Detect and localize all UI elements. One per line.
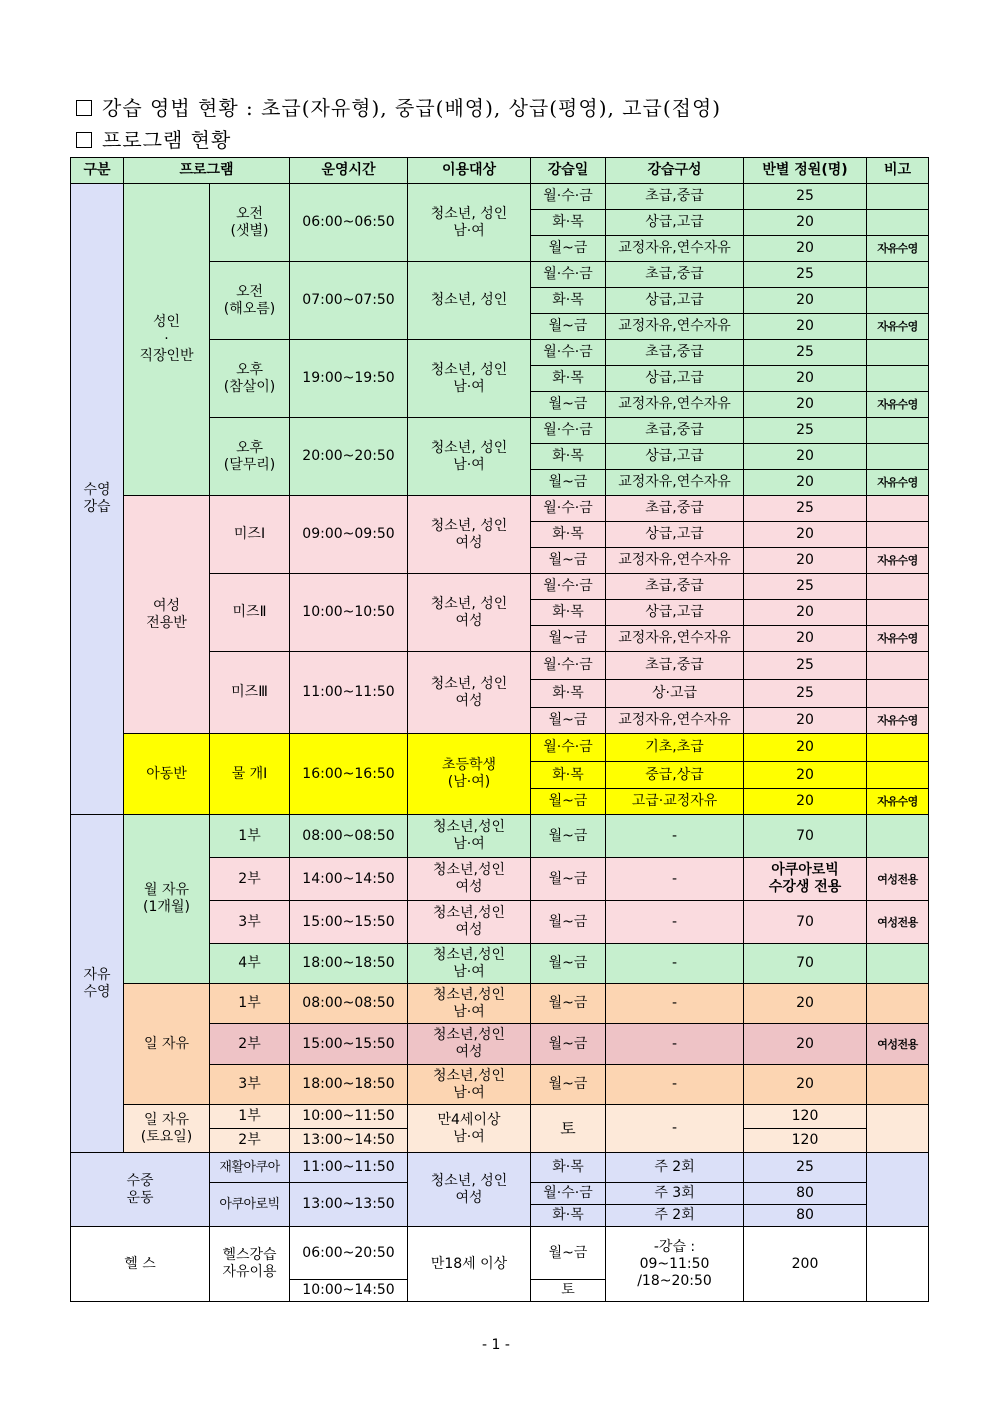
- note: [867, 340, 929, 366]
- program-time: 06:00~06:50: [290, 184, 408, 262]
- lesson-composition: -: [606, 1105, 744, 1153]
- program-target: 청소년,성인 여성: [408, 901, 531, 944]
- program-target: 만4세이상 남·여: [408, 1105, 531, 1153]
- note-free-swim: 자유수영: [867, 626, 929, 652]
- col-header: 강습구성: [606, 158, 744, 184]
- note-women-only: 여성전용: [867, 901, 929, 944]
- lesson-day: 화·목: [531, 288, 606, 314]
- program-part: 3부: [210, 1065, 290, 1105]
- lesson-day: 월~금: [531, 314, 606, 340]
- program-target: 청소년, 성인 남·여: [408, 418, 531, 496]
- note: [867, 262, 929, 288]
- program-target: 청소년, 성인 여성: [408, 574, 531, 652]
- capacity: 25: [744, 262, 867, 288]
- lesson-composition: 상·고급: [606, 680, 744, 708]
- lesson-day: 월·수·금: [531, 574, 606, 600]
- capacity: 70: [744, 901, 867, 944]
- lesson-composition: 상급,고급: [606, 366, 744, 392]
- lesson-composition: 기초,초급: [606, 734, 744, 762]
- program-time: 16:00~16:50: [290, 734, 408, 815]
- program-time: 20:00~20:50: [290, 418, 408, 496]
- checkbox-square-icon: [76, 100, 92, 116]
- program-part: 4부: [210, 944, 290, 984]
- program-time: 15:00~15:50: [290, 901, 408, 944]
- lesson-composition: 고급·교정자유: [606, 789, 744, 815]
- program-target: 청소년,성인 여성: [408, 1024, 531, 1065]
- capacity: 25: [744, 496, 867, 522]
- lesson-day: 월~금: [531, 708, 606, 734]
- capacity: 20: [744, 734, 867, 762]
- program-target: 청소년, 성인 여성: [408, 496, 531, 574]
- capacity: 20: [744, 984, 867, 1024]
- capacity: 25: [744, 680, 867, 708]
- table-row: [71, 1153, 929, 1183]
- program-time: 19:00~19:50: [290, 340, 408, 418]
- capacity: 아쿠아로빅 수강생 전용: [744, 858, 867, 901]
- program-target: 청소년, 성인 여성: [408, 652, 531, 734]
- lesson-composition: 교정자유,연수자유: [606, 392, 744, 418]
- program-target: 청소년,성인 여성: [408, 858, 531, 901]
- capacity: 20: [744, 444, 867, 470]
- lesson-composition: 상급,고급: [606, 522, 744, 548]
- note: [867, 496, 929, 522]
- note: [867, 815, 929, 858]
- program-name: 아쿠아로빅: [210, 1183, 290, 1227]
- lesson-composition: -: [606, 944, 744, 984]
- capacity: 20: [744, 600, 867, 626]
- lesson-day: 월~금: [531, 1065, 606, 1105]
- note-free-swim: 자유수영: [867, 708, 929, 734]
- capacity: 120: [744, 1129, 867, 1153]
- capacity: 20: [744, 762, 867, 789]
- capacity: 20: [744, 708, 867, 734]
- note: [867, 762, 929, 789]
- col-header: 이용대상: [408, 158, 531, 184]
- program-name: 미즈Ⅲ: [210, 652, 290, 734]
- table-row: [71, 734, 929, 762]
- note: [867, 574, 929, 600]
- table-row: [71, 815, 929, 858]
- lesson-day: 월~금: [531, 789, 606, 815]
- program-time: 11:00~11:50: [290, 1153, 408, 1183]
- note: [867, 366, 929, 392]
- program-time: 06:00~20:50: [290, 1227, 408, 1280]
- program-name: 미즈Ⅰ: [210, 496, 290, 574]
- program-name: 재활아쿠아: [210, 1153, 290, 1183]
- heading-methods-text: 강습 영법 현황 : 초급(자유형), 중급(배영), 상급(평영), 고급(접영): [102, 96, 722, 120]
- capacity: 70: [744, 944, 867, 984]
- lesson-day: 월~금: [531, 626, 606, 652]
- lesson-composition: 주 2회: [606, 1205, 744, 1227]
- table-row: [71, 496, 929, 522]
- capacity: 120: [744, 1105, 867, 1129]
- lesson-composition: -: [606, 858, 744, 901]
- lesson-day: 월~금: [531, 815, 606, 858]
- lesson-day: 월~금: [531, 858, 606, 901]
- capacity: 25: [744, 184, 867, 210]
- capacity: 20: [744, 288, 867, 314]
- program-name: 오후 (참살이): [210, 340, 290, 418]
- lesson-day: 월~금: [531, 470, 606, 496]
- lesson-day: 월~금: [531, 236, 606, 262]
- lesson-day: 화·목: [531, 600, 606, 626]
- lesson-composition: 교정자유,연수자유: [606, 626, 744, 652]
- lesson-day: 월~금: [531, 548, 606, 574]
- lesson-composition: 교정자유,연수자유: [606, 548, 744, 574]
- lesson-day: 화·목: [531, 366, 606, 392]
- table-row: [71, 1227, 929, 1280]
- program-part: 2부: [210, 858, 290, 901]
- capacity: 200: [744, 1227, 867, 1302]
- program-time: 11:00~11:50: [290, 652, 408, 734]
- lesson-composition: 중급,상급: [606, 762, 744, 789]
- note: [867, 210, 929, 236]
- capacity: 20: [744, 392, 867, 418]
- col-header: 운영시간: [290, 158, 408, 184]
- lesson-composition: 교정자유,연수자유: [606, 236, 744, 262]
- lesson-day: 월~금: [531, 1227, 606, 1280]
- program-target: 청소년,성인 남·여: [408, 815, 531, 858]
- capacity: 20: [744, 314, 867, 340]
- program-part: 2부: [210, 1024, 290, 1065]
- program-time: 10:00~10:50: [290, 574, 408, 652]
- program-time: 13:00~14:50: [290, 1129, 408, 1153]
- note: [867, 444, 929, 470]
- program-time: 10:00~11:50: [290, 1105, 408, 1129]
- note: [867, 600, 929, 626]
- note-free-swim: 자유수영: [867, 392, 929, 418]
- category-free: 자유 수영: [71, 815, 124, 1153]
- program-time: 10:00~14:50: [290, 1280, 408, 1302]
- lesson-composition: 초급,중급: [606, 652, 744, 680]
- lesson-composition: 주 2회: [606, 1153, 744, 1183]
- note-women-only: 여성전용: [867, 1024, 929, 1065]
- col-header: 반별 정원(명): [744, 158, 867, 184]
- capacity: 20: [744, 626, 867, 652]
- note-free-swim: 자유수영: [867, 789, 929, 815]
- program-name: 오전 (샛별): [210, 184, 290, 262]
- lesson-day: 화·목: [531, 522, 606, 548]
- lesson-day: 월·수·금: [531, 262, 606, 288]
- capacity: 80: [744, 1183, 867, 1205]
- program-target: 청소년,성인 남·여: [408, 1065, 531, 1105]
- program-part: 1부: [210, 1105, 290, 1129]
- page-number: - 1 -: [482, 1337, 510, 1353]
- lesson-composition: 초급,중급: [606, 574, 744, 600]
- program-time: 07:00~07:50: [290, 262, 408, 340]
- col-header: 비고: [867, 158, 929, 184]
- lesson-composition: -: [606, 815, 744, 858]
- capacity: 20: [744, 236, 867, 262]
- category-aqua: 수중 운동: [71, 1153, 210, 1227]
- lesson-composition: 교정자유,연수자유: [606, 708, 744, 734]
- note: [867, 944, 929, 984]
- capacity: 80: [744, 1205, 867, 1227]
- program-time: 15:00~15:50: [290, 1024, 408, 1065]
- note: [867, 288, 929, 314]
- lesson-composition: 초급,중급: [606, 262, 744, 288]
- col-header: 강습일: [531, 158, 606, 184]
- note: [867, 1153, 929, 1227]
- program-name: 오전 (해오름): [210, 262, 290, 340]
- lesson-composition: 초급,중급: [606, 340, 744, 366]
- lesson-day: 화·목: [531, 210, 606, 236]
- capacity: 20: [744, 548, 867, 574]
- lesson-composition: -: [606, 1065, 744, 1105]
- note: [867, 734, 929, 762]
- program-target: 청소년, 성인 남·여: [408, 184, 531, 262]
- program-time: 08:00~08:50: [290, 815, 408, 858]
- lesson-day: 화·목: [531, 762, 606, 789]
- capacity: 20: [744, 789, 867, 815]
- program-time: 09:00~09:50: [290, 496, 408, 574]
- lesson-composition: 초급,중급: [606, 184, 744, 210]
- group-kids: 아동반: [124, 734, 210, 815]
- lesson-composition: 상급,고급: [606, 288, 744, 314]
- lesson-composition: -: [606, 984, 744, 1024]
- capacity: 20: [744, 1024, 867, 1065]
- lesson-day: 화·목: [531, 1205, 606, 1227]
- note: [867, 652, 929, 680]
- lesson-composition: 교정자유,연수자유: [606, 314, 744, 340]
- program-target: 청소년, 성인: [408, 262, 531, 340]
- program-name: 헬스강습 자유이용: [210, 1227, 290, 1302]
- category-health: 헬 스: [71, 1227, 210, 1302]
- lesson-composition: 주 3회: [606, 1183, 744, 1205]
- lesson-day: 월·수·금: [531, 652, 606, 680]
- lesson-day: 토: [531, 1105, 606, 1153]
- table-row: [71, 984, 929, 1024]
- col-header: 구분: [71, 158, 124, 184]
- lesson-day: 월·수·금: [531, 340, 606, 366]
- note: [867, 1065, 929, 1105]
- lesson-day: 화·목: [531, 680, 606, 708]
- note-free-swim: 자유수영: [867, 236, 929, 262]
- note: [867, 184, 929, 210]
- group-monthly: 월 자유 (1개월): [124, 815, 210, 984]
- lesson-composition: 상급,고급: [606, 444, 744, 470]
- program-table: [70, 157, 929, 1302]
- table-header-row: [71, 158, 929, 184]
- category-lesson: 수영 강습: [71, 184, 124, 815]
- group-daily: 일 자유: [124, 984, 210, 1105]
- group-women: 여성 전용반: [124, 496, 210, 734]
- program-target: 청소년, 성인 여성: [408, 1153, 531, 1227]
- program-name: 오후 (달무리): [210, 418, 290, 496]
- program-name: 미즈Ⅱ: [210, 574, 290, 652]
- lesson-composition: 상급,고급: [606, 600, 744, 626]
- program-target: 청소년,성인 남·여: [408, 944, 531, 984]
- lesson-day: 월·수·금: [531, 184, 606, 210]
- note: [867, 680, 929, 708]
- program-time: 13:00~13:50: [290, 1183, 408, 1227]
- capacity: 20: [744, 470, 867, 496]
- program-time: 18:00~18:50: [290, 1065, 408, 1105]
- lesson-composition: 초급,중급: [606, 418, 744, 444]
- lesson-day: 화·목: [531, 444, 606, 470]
- note: [867, 418, 929, 444]
- group-saturday: 일 자유 (토요일): [124, 1105, 210, 1153]
- heading-methods: [76, 92, 721, 121]
- lesson-day: 토: [531, 1280, 606, 1302]
- program-time: 08:00~08:50: [290, 984, 408, 1024]
- program-part: 1부: [210, 984, 290, 1024]
- note: [867, 522, 929, 548]
- lesson-day: 월~금: [531, 944, 606, 984]
- lesson-composition: 초급,중급: [606, 496, 744, 522]
- program-target: 초등학생 (남·여): [408, 734, 531, 815]
- lesson-day: 화·목: [531, 1153, 606, 1183]
- capacity: 70: [744, 815, 867, 858]
- note: [867, 1105, 929, 1153]
- program-time: 14:00~14:50: [290, 858, 408, 901]
- lesson-composition: 상급,고급: [606, 210, 744, 236]
- program-target: 만18세 이상: [408, 1227, 531, 1302]
- note: [867, 984, 929, 1024]
- note-free-swim: 자유수영: [867, 470, 929, 496]
- lesson-day: 월~금: [531, 984, 606, 1024]
- lesson-composition: -: [606, 1024, 744, 1065]
- note: [867, 1227, 929, 1302]
- table-row: [71, 1105, 929, 1129]
- capacity: 25: [744, 1153, 867, 1183]
- col-header: 프로그램: [124, 158, 290, 184]
- checkbox-square-icon: [76, 132, 92, 148]
- lesson-composition: -강습 : 09~11:50 /18~20:50: [606, 1227, 744, 1302]
- note-women-only: 여성전용: [867, 858, 929, 901]
- lesson-day: 월~금: [531, 392, 606, 418]
- program-time: 18:00~18:50: [290, 944, 408, 984]
- note-free-swim: 자유수영: [867, 548, 929, 574]
- program-part: 1부: [210, 815, 290, 858]
- capacity: 25: [744, 574, 867, 600]
- lesson-day: 월·수·금: [531, 418, 606, 444]
- group-adult: 성인 · 직장인반: [124, 184, 210, 496]
- program-name: 물 개Ⅰ: [210, 734, 290, 815]
- table-row: [71, 184, 929, 210]
- capacity: 25: [744, 418, 867, 444]
- lesson-day: 월~금: [531, 1024, 606, 1065]
- capacity: 20: [744, 522, 867, 548]
- lesson-day: 월~금: [531, 901, 606, 944]
- capacity: 20: [744, 1065, 867, 1105]
- heading-programs: [76, 124, 231, 153]
- capacity: 25: [744, 652, 867, 680]
- program-target: 청소년, 성인 남·여: [408, 340, 531, 418]
- capacity: 20: [744, 210, 867, 236]
- heading-programs-text: 프로그램 현황: [102, 128, 232, 152]
- capacity: 20: [744, 366, 867, 392]
- capacity: 25: [744, 340, 867, 366]
- program-target: 청소년,성인 남·여: [408, 984, 531, 1024]
- program-part: 3부: [210, 901, 290, 944]
- lesson-composition: -: [606, 901, 744, 944]
- program-part: 2부: [210, 1129, 290, 1153]
- lesson-day: 월·수·금: [531, 734, 606, 762]
- lesson-day: 월·수·금: [531, 1183, 606, 1205]
- lesson-composition: 교정자유,연수자유: [606, 470, 744, 496]
- lesson-day: 월·수·금: [531, 496, 606, 522]
- note-free-swim: 자유수영: [867, 314, 929, 340]
